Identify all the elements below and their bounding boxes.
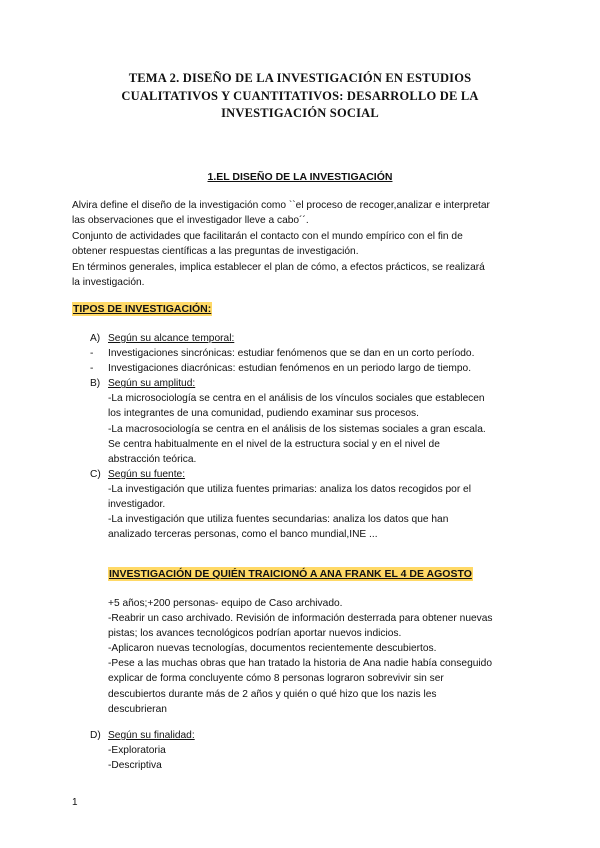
tipos-heading: TIPOS DE INVESTIGACIÓN:: [73, 303, 212, 315]
list-text: -Descriptiva: [108, 760, 162, 772]
list-item: - Investigaciones sincrónicas: estudiar fenómenos que se dan en un corto período.: [72, 346, 542, 361]
section-1-paragraph: [72, 198, 542, 290]
paragraph-line: las observaciones que el investigador lleve a cabo´´.: [72, 215, 309, 227]
dash-marker: -: [90, 363, 94, 375]
note-line: -Aplicaron nuevas tecnologías, documentos recientemente descubiertos.: [108, 643, 437, 655]
note-line: explicar de forma concluyente cómo 8 personas lograron sobrevivir sin ser: [108, 673, 444, 685]
list-text: analizado terceras personas, como el banco mundial,INE ...: [108, 529, 378, 541]
list-label: Según su fuente:: [108, 468, 186, 480]
list-text: -La investigación que utiliza fuentes secundarias: analiza los datos que han: [108, 514, 449, 526]
title-line-3: INVESTIGACIÓN SOCIAL: [221, 106, 379, 120]
list-text: -Exploratoria: [108, 745, 166, 757]
list-text: Se centra habitualmente en el nivel de la estructura social y en el nivel de: [108, 438, 440, 450]
note-line: -Pese a las muchas obras que han tratado la historia de Ana nadie había conseguido: [108, 658, 492, 670]
list-item-a: [72, 331, 542, 346]
finalidad-list: [72, 728, 542, 773]
note-line: descubrieran: [108, 703, 167, 715]
list-text: investigador.: [108, 499, 166, 511]
list-text: -La investigación que utiliza fuentes primarias: analiza los datos recogidos por el: [108, 483, 471, 495]
list-text: -La macrosociología se centra en el análisis de los sistemas sociales a gran escala.: [108, 423, 486, 435]
list-marker: B): [90, 378, 101, 390]
note-line: pistas; los avances tecnológicos podrían aportar nuevos indicios.: [108, 628, 402, 640]
list-text: los integrantes de una comunidad, pudiendo examinar sus procesos.: [108, 408, 419, 420]
dash-marker: -: [90, 348, 94, 360]
note-line: -Reabrir un caso archivado. Revisión de información desterrada para obtener nuevas: [108, 613, 493, 625]
list-label: Según su amplitud:: [108, 378, 196, 390]
paragraph-line: Conjunto de actividades que facilitarán el contacto con el mundo empírico con el fin de: [72, 230, 463, 242]
title-line-1: TEMA 2. DISEÑO DE LA INVESTIGACIÓN EN ESTUDIOS: [128, 71, 472, 85]
list-item-d: [72, 728, 542, 743]
tipos-list: [72, 331, 542, 542]
note-line: descubiertos durante más de 2 años y quién o qué hizo que los nazis les: [108, 688, 437, 700]
note-line: +5 años;+200 personas- equipo de Caso archivado.: [108, 598, 343, 609]
paragraph-line: la investigación.: [72, 277, 145, 289]
page-number: 1: [72, 797, 78, 808]
list-text: abstracción teórica.: [108, 453, 197, 465]
ana-frank-notes: [72, 596, 542, 717]
paragraph-line: obtener respuestas científicas a las preguntas de investigación.: [72, 246, 359, 258]
list-item-b: [72, 376, 542, 391]
document-title: [90, 70, 510, 123]
list-label: Según su finalidad:: [108, 730, 195, 741]
list-marker: A): [90, 333, 101, 344]
list-marker: C): [90, 468, 101, 480]
list-item-c: [72, 467, 542, 482]
section-1-heading: 1.EL DISEÑO DE LA INVESTIGACIÓN: [207, 171, 393, 183]
paragraph-line: Alvira define el diseño de la investigación como ``el proceso de recoger,analizar e interpretar: [72, 200, 490, 211]
list-marker: D): [90, 730, 101, 741]
title-line-2: CUALITATIVOS Y CUANTITATIVOS: DESARROLLO DE LA: [121, 88, 479, 103]
list-item: - Investigaciones diacrónicas: estudian fenómenos en un periodo largo de tiempo.: [72, 361, 542, 376]
paragraph-line: En términos generales, implica establecer el plan de cómo, a efectos prácticos, se realizará: [72, 261, 485, 273]
list-text: -La microsociología se centra en el análisis de los vínculos sociales que establecen: [108, 393, 485, 405]
ana-frank-heading: INVESTIGACIÓN DE QUIÉN TRAICIONÓ A ANA FRANK EL 4 DE AGOSTO: [109, 568, 472, 580]
list-label: Según su alcance temporal:: [108, 333, 235, 344]
